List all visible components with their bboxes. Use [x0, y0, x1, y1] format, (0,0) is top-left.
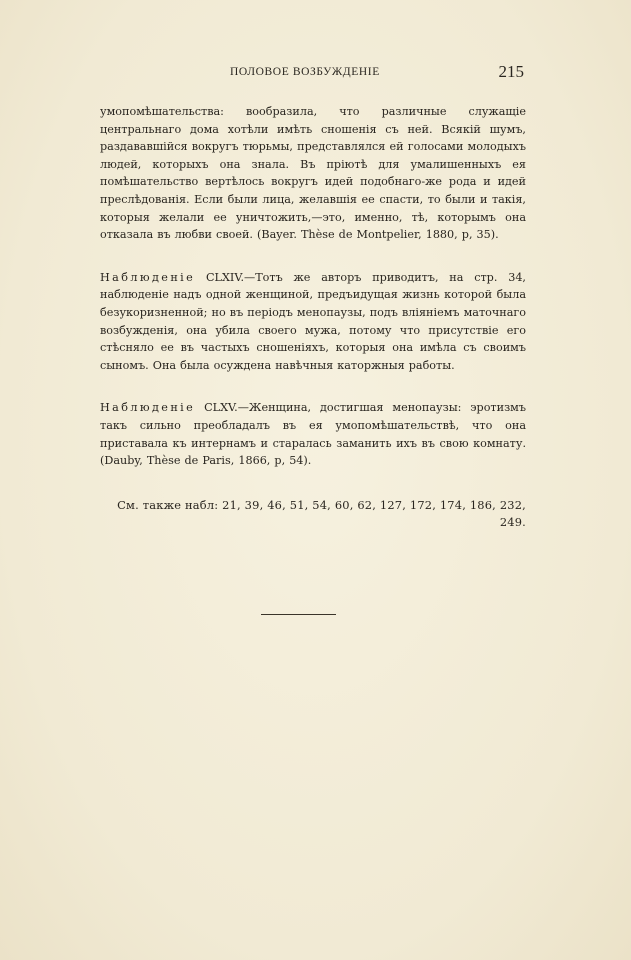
page-header: [100, 62, 528, 84]
running-title: ПОЛОВОЕ ВОЗБУЖДЕНІЕ: [230, 66, 380, 78]
section-divider: [261, 614, 336, 615]
observation-clxiv: [100, 269, 526, 375]
page-body: [100, 103, 526, 532]
observation-text: CLXIV.—Тотъ же авторъ приводитъ, на стр. 34, наблюденіе надъ одной женщиной, предъидущая жизнь которой была безукоризненной; но въ періодъ менопаузы, подъ вліяніемъ маточнаго возбужденія, она убила своего мужа, потому что присутствіе его стѣсняло ее въ частыхъ сношеніяхъ, которыя она имѣла съ своимъ сыномъ. Она была осуждена навѣчныя каторжныя работы.: [100, 270, 526, 372]
observation-label: Наблюденіе: [100, 401, 196, 415]
observation-clxv: [100, 399, 526, 469]
observation-label: Наблюденіе: [100, 270, 196, 284]
paragraph-continuation: умопомѣшательства: вообразила, что различные служащіе центральнаго дома хотѣли имѣть сношенія съ ней. Всякій шумъ, раздававшійся вокругъ тюрьмы, представлялся ей голосами молодыхъ людей, которыхъ она знала. Въ пріютѣ для умалишенныхъ ея помѣшательство вертѣлось вокругъ идей подобнаго-же рода и идей преслѣдованія. Если были лица, желавшія ее спасти, то были и такія, которыя желали ее уничтожить,—это, именно, тѣ, которымъ она отказала въ любви своей. (Bayer. Thèse de Montpelier, 1880, p, 35).: [100, 105, 526, 242]
page-number: 215: [498, 62, 524, 81]
see-also-references: См. также набл: 21, 39, 46, 51, 54, 60, 62, 127, 172, 174, 186, 232, 249.: [117, 497, 526, 530]
observation-text: CLXV.—Женщина, достигшая менопаузы: эротизмъ такъ сильно преобладалъ въ ея умопомѣшательствѣ, что она приставала къ интернамъ и старалась заманить ихъ въ свою комнату. (Dauby, Thèse de Paris, 1866, p, 54).: [100, 401, 526, 468]
